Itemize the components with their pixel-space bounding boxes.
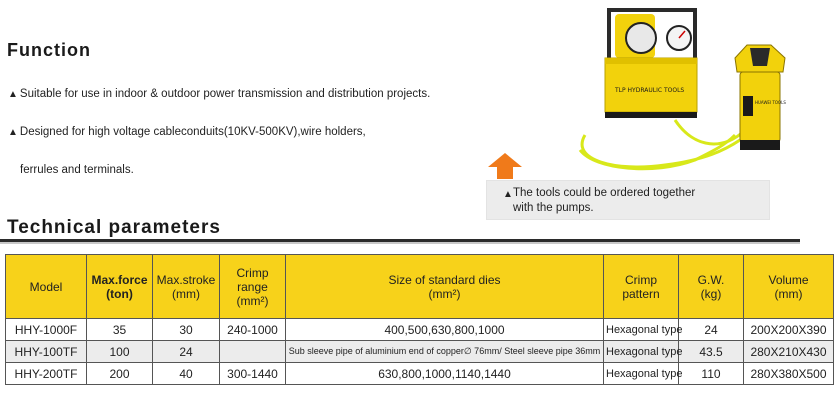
header-gw	[679, 255, 744, 319]
header-volume-label: Volume	[768, 272, 809, 287]
technical-parameters-heading: Technical parameters	[7, 217, 221, 238]
tool-label: HUAWEI TOOLS	[755, 100, 786, 105]
header-crimp-range-label: Crimp range	[236, 265, 269, 294]
header-crimp-pattern-label: Crimp pattern	[622, 272, 660, 301]
header-model-label: Model	[29, 279, 63, 294]
function-bullet-text: Designed for high voltage cableconduits(10KV-500KV),wire holders,	[19, 126, 366, 138]
header-max-stroke-label: Max.stroke	[156, 272, 216, 287]
cell-gw: 24	[679, 319, 744, 341]
heading-divider	[0, 239, 800, 247]
cell-max-force: 200	[87, 363, 153, 385]
header-crimp-range	[220, 255, 286, 319]
header-max-force	[87, 255, 153, 319]
product-photo	[575, 0, 800, 175]
header-volume	[744, 255, 834, 319]
cell-model: HHY-100TF	[6, 341, 87, 363]
function-bullet-3-continuation: ferrules and terminals.	[20, 164, 134, 176]
function-bullet-1	[8, 88, 430, 100]
cell-model: HHY-200TF	[6, 363, 87, 385]
header-gw-unit: (kg)	[700, 286, 722, 301]
header-max-stroke	[153, 255, 220, 319]
header-model	[6, 255, 87, 319]
header-crimp-pattern	[604, 255, 679, 319]
cell-dies: 400,500,630,800,1000	[286, 319, 604, 341]
cell-dies: 630,800,1000,1140,1440	[286, 363, 604, 385]
cell-max-stroke: 30	[153, 319, 220, 341]
cell-crimp-pattern: Hexagonal type	[604, 341, 679, 363]
header-max-force-unit: (ton)	[106, 286, 133, 301]
cell-model: HHY-1000F	[6, 319, 87, 341]
cell-max-stroke: 24	[153, 341, 220, 363]
table-header-row	[6, 255, 834, 319]
header-crimp-range-unit: (mm²)	[236, 293, 269, 308]
header-volume-unit: (mm)	[774, 286, 803, 301]
cell-max-force: 35	[87, 319, 153, 341]
triangle-bullet-icon: ▲	[8, 89, 18, 100]
header-max-force-label: Max.force	[91, 272, 148, 287]
triangle-bullet-icon: ▲	[8, 127, 18, 138]
triangle-bullet-icon: ▲	[503, 189, 513, 200]
pump-label: TLP HYDRAULIC TOOLS	[615, 87, 685, 94]
cell-crimp-pattern: Hexagonal type	[604, 363, 679, 385]
note-line-1: The tools could be ordered together	[513, 187, 696, 199]
spec-table	[5, 254, 834, 385]
cell-crimp-range	[220, 341, 286, 363]
table-row	[6, 363, 834, 385]
orange-up-arrow-icon	[488, 153, 522, 179]
cell-crimp-pattern: Hexagonal type	[604, 319, 679, 341]
note-box	[486, 180, 770, 220]
hydraulic-hose	[580, 120, 745, 169]
cell-gw: 43.5	[679, 341, 744, 363]
cell-volume: 280X210X430	[744, 341, 834, 363]
header-dies-label: Size of standard dies	[388, 272, 501, 287]
note-line-2: with the pumps.	[513, 202, 594, 214]
function-bullet-text: Suitable for use in indoor & outdoor power transmission and distribution projects.	[19, 88, 431, 100]
cell-crimp-range: 240-1000	[220, 319, 286, 341]
cell-max-stroke: 40	[153, 363, 220, 385]
cell-gw: 110	[679, 363, 744, 385]
header-gw-label: G.W.	[697, 272, 725, 287]
function-bullet-2	[8, 126, 366, 138]
cell-dies: Sub sleeve pipe of aluminium end of copper∅ 76mm/ Steel sleeve pipe 36mm	[286, 341, 604, 363]
cell-crimp-range: 300-1440	[220, 363, 286, 385]
header-max-stroke-unit: (mm)	[172, 286, 200, 301]
hydraulic-pump	[605, 8, 697, 118]
cell-volume: 200X200X390	[744, 319, 834, 341]
header-dies-unit: (mm²)	[428, 286, 461, 301]
function-heading: Function	[7, 40, 91, 60]
cell-volume: 280X380X500	[744, 363, 834, 385]
table-row	[6, 341, 834, 363]
table-row	[6, 319, 834, 341]
cell-max-force: 100	[87, 341, 153, 363]
crimping-tool	[735, 45, 786, 150]
header-dies	[286, 255, 604, 319]
